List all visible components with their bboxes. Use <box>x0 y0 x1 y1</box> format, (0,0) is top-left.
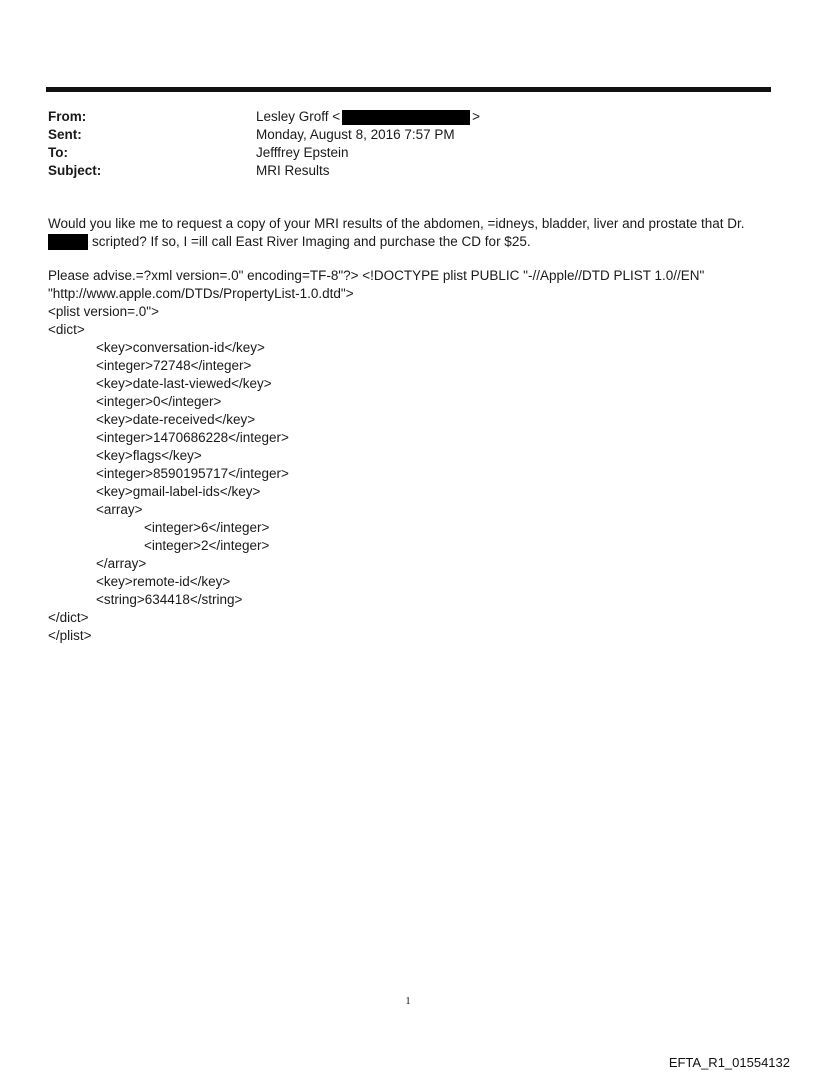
to-value: Jefffrey Epstein <box>256 145 349 160</box>
from-row <box>48 108 748 126</box>
redacted-email <box>342 110 470 125</box>
from-suffix: > <box>472 109 481 124</box>
plist-line: <key>gmail-label-ids</key> <box>96 484 261 499</box>
plist-block <box>48 303 768 645</box>
subject-row <box>48 162 748 180</box>
email-body <box>48 215 768 645</box>
to-row <box>48 144 748 162</box>
email-header <box>48 108 748 180</box>
plist-line: <key>flags</key> <box>96 448 202 463</box>
page-number: 1 <box>405 995 411 1007</box>
plist-line: <dict> <box>48 322 85 337</box>
plist-line: <key>date-received</key> <box>96 412 256 427</box>
sent-row <box>48 126 748 144</box>
header-divider <box>46 87 771 92</box>
plist-line: </array> <box>96 556 147 571</box>
to-label: To: <box>48 145 68 160</box>
plist-line: <string>634418</string> <box>96 592 243 607</box>
plist-line: <plist version=.0"> <box>48 304 159 319</box>
plist-line: <array> <box>96 502 143 517</box>
body-paragraph-1-line-1: Would you like me to request a copy of your MRI results of the abdomen, =idneys, bladder, liver and prostate that Dr. <box>48 216 745 231</box>
plist-line: <key>conversation-id</key> <box>96 340 265 355</box>
body-paragraph-1-line-2-text: scripted? If so, I =ill call East River Imaging and purchase the CD for $25. <box>92 234 531 249</box>
body-paragraph-2-line-2: "http://www.apple.com/DTDs/PropertyList-1.0.dtd"> <box>48 286 354 301</box>
plist-line: <integer>6</integer> <box>144 520 270 535</box>
body-paragraph-2-line-1: Please advise.=?xml version=.0" encoding=TF-8"?> <!DOCTYPE plist PUBLIC "-//Apple//DTD PLIST 1.0//EN" <box>48 268 705 283</box>
plist-line: <key>remote-id</key> <box>96 574 231 589</box>
sent-value: Monday, August 8, 2016 7:57 PM <box>256 127 455 142</box>
sent-label: Sent: <box>48 127 82 142</box>
subject-value: MRI Results <box>256 163 330 178</box>
plist-line: <integer>0</integer> <box>96 394 222 409</box>
plist-line: <integer>1470686228</integer> <box>96 430 289 445</box>
plist-line: <integer>8590195717</integer> <box>96 466 289 481</box>
from-name: Lesley Groff < <box>256 109 341 124</box>
from-label: From: <box>48 109 87 124</box>
body-paragraph-1-line-2 <box>48 233 768 251</box>
redacted-name <box>48 234 88 250</box>
paragraph-gap <box>48 251 768 267</box>
plist-line: <integer>2</integer> <box>144 538 270 553</box>
plist-line: <integer>72748</integer> <box>96 358 252 373</box>
plist-line: </dict> <box>48 610 89 625</box>
plist-line: <key>date-last-viewed</key> <box>96 376 272 391</box>
document-id: EFTA_R1_01554132 <box>668 1055 790 1070</box>
subject-label: Subject: <box>48 163 102 178</box>
from-value <box>256 108 748 126</box>
plist-line: </plist> <box>48 628 92 643</box>
